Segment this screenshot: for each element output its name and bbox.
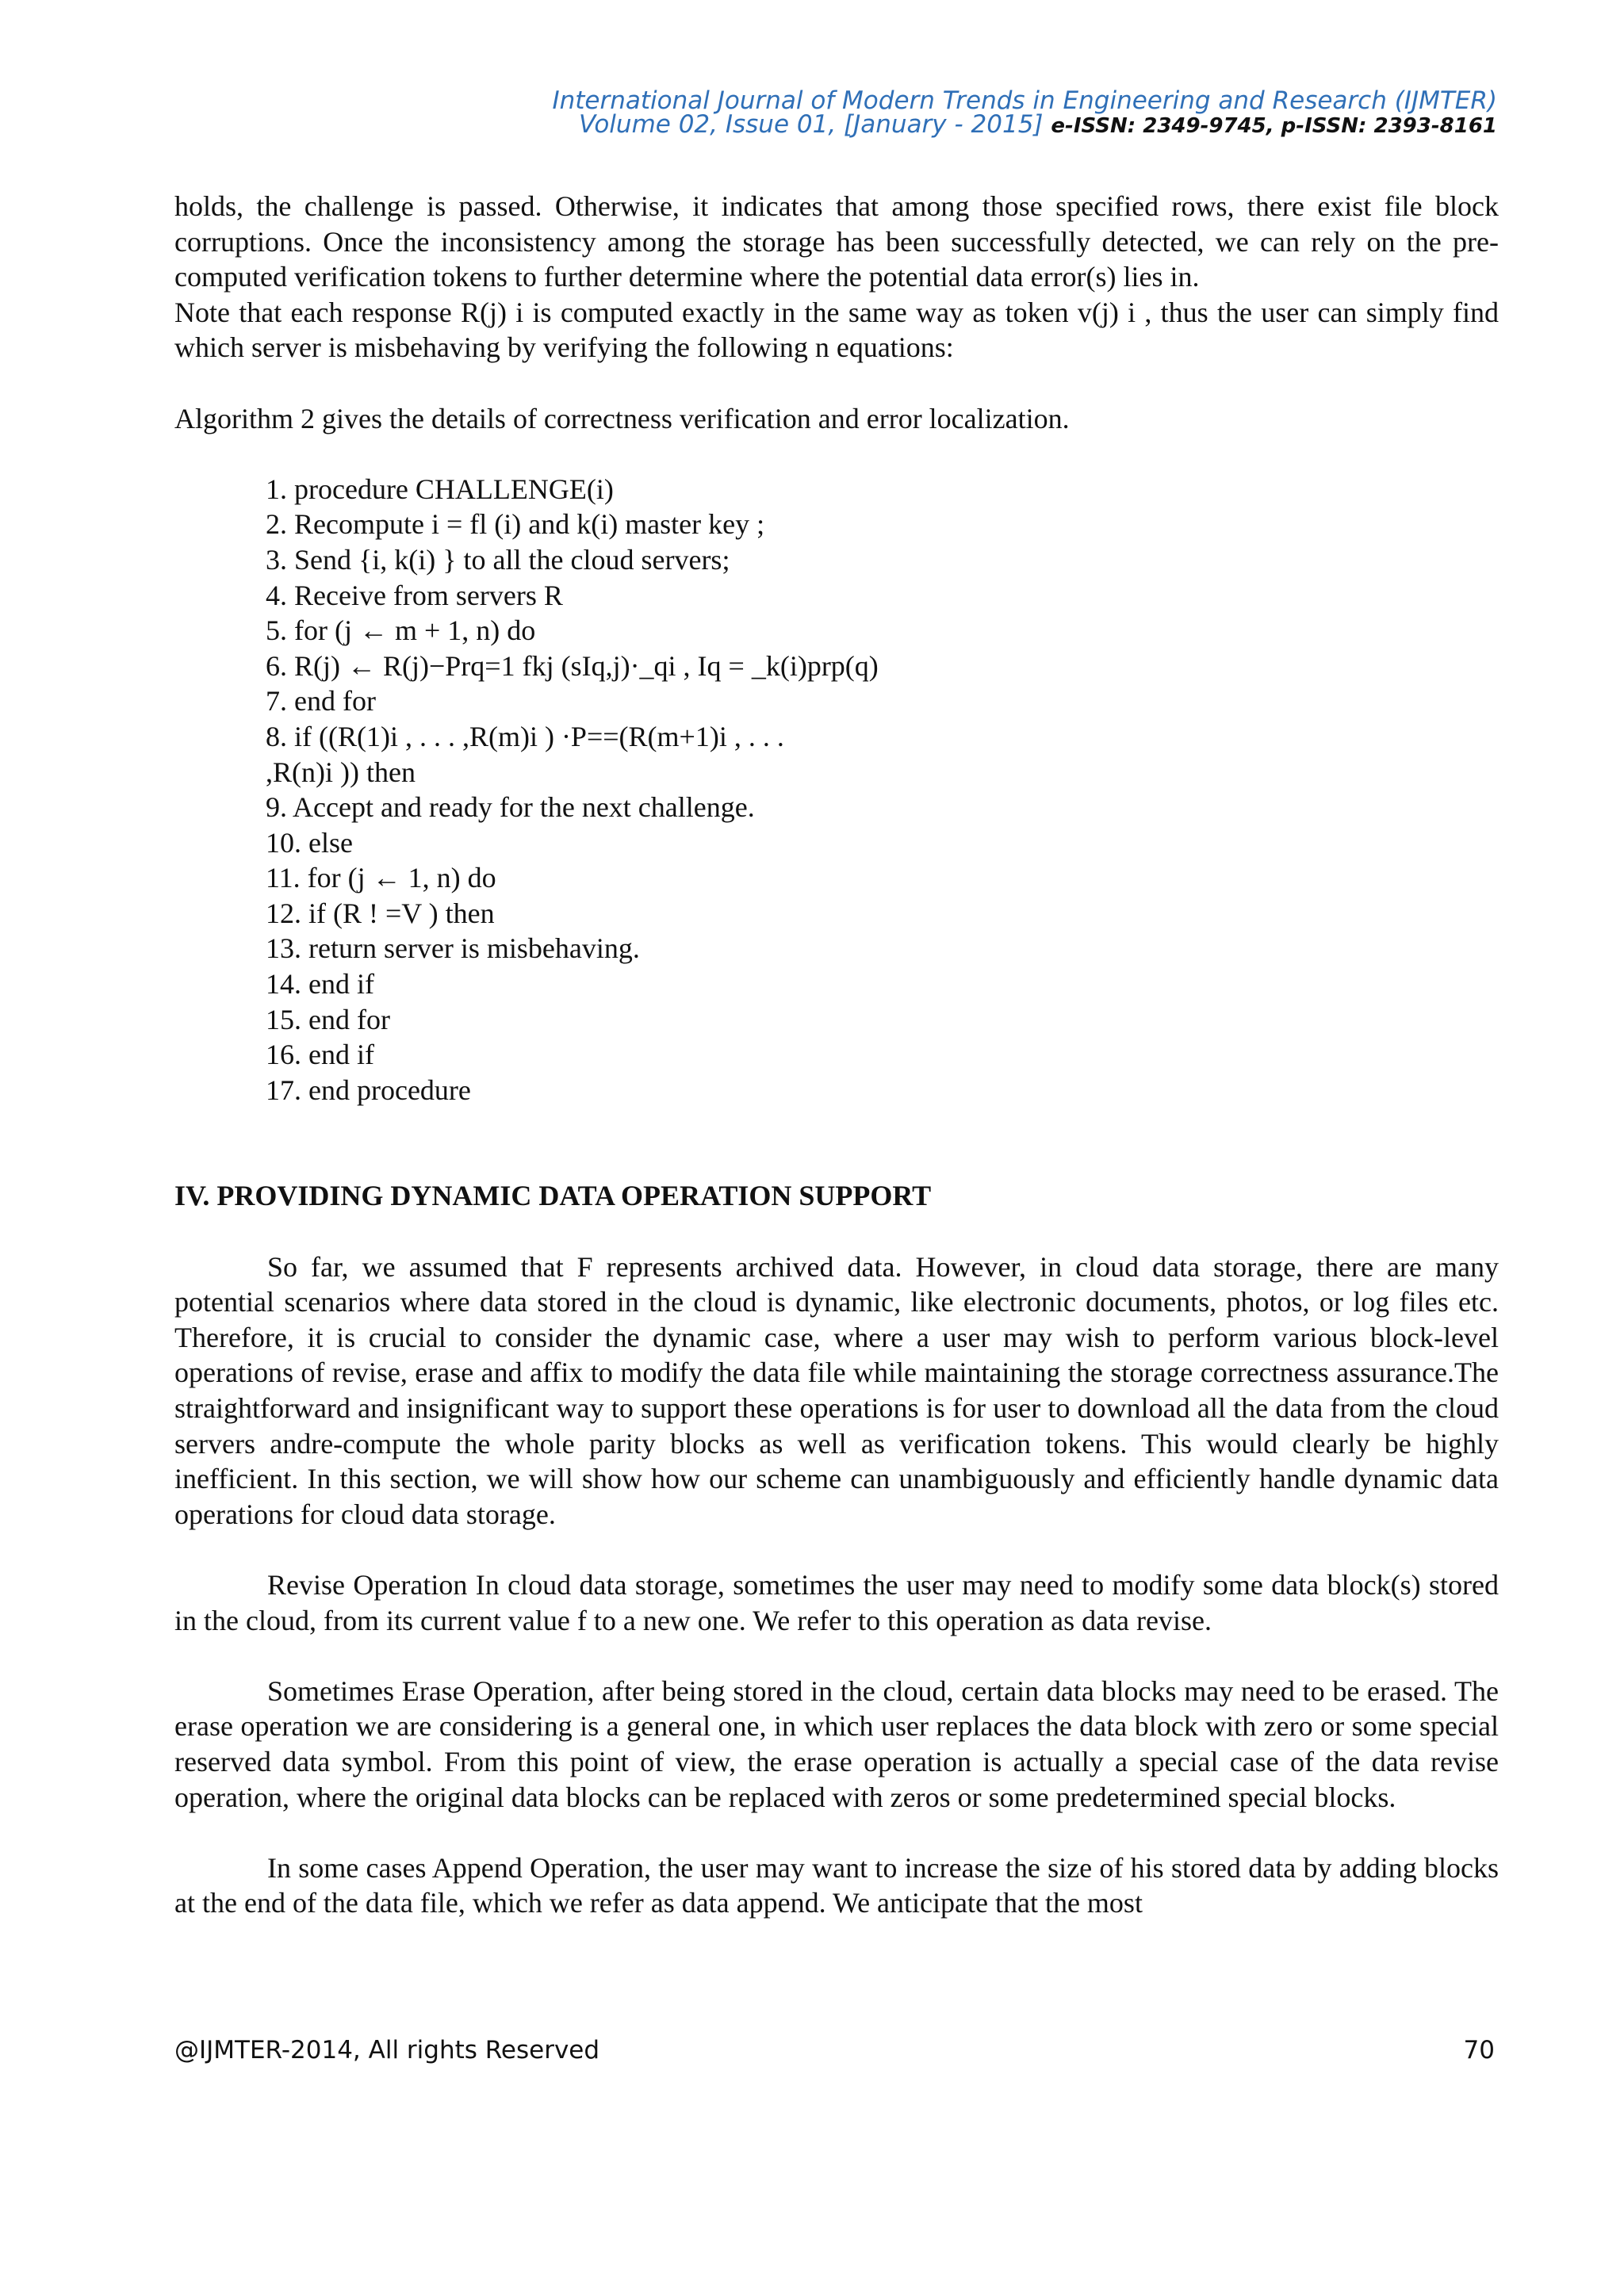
algorithm-line: 15. end for [266, 1003, 390, 1035]
paragraph-4: So far, we assumed that F represents archived data. However, in cloud data storage, there are many potential scenarios where data stored in the cloud is dynamic, like electronic documents, photos, or log files etc. Therefore, it is crucial to consider the dynamic case, where a user may wish to perform various block-level operations of revise, erase and affix to modify the data file while maintaining the storage correctness assurance.The straightforward and insignificant way to support these operations is for user to download all the data from the cloud servers andre-compute the whole parity blocks as well as verification tokens. This would clearly be highly inefficient. In this section, we will show how our scheme can unambiguously and efficiently handle dynamic data operations for cloud data storage. [174, 1250, 1499, 1530]
algorithm-line: 10. else [266, 826, 353, 859]
issn: e-ISSN: 2349-9745, p-ISSN: 2393-8161 [1051, 114, 1497, 138]
journal-title: International Journal of Modern Trends in Engineering and Research (IJMTER) [552, 86, 1497, 115]
algorithm-line: 17. end procedure [266, 1073, 471, 1106]
spacer [174, 436, 1499, 472]
algorithm-line: 2. Recompute i = fl (i) and k(i) master key ; [266, 508, 765, 541]
spacer [174, 365, 1499, 401]
algorithm-line: 12. if (R ! =V ) then [266, 897, 495, 929]
algorithm-line: 5. for (j ← m + 1, n) do [266, 614, 536, 647]
algorithm-listing [174, 472, 1499, 1108]
spacer [174, 1214, 1499, 1249]
section-heading: IV. PROVIDING DYNAMIC DATA OPERATION SUPPORT [174, 1180, 932, 1212]
paragraph-5: Revise Operation In cloud data storage, sometimes the user may need to modify some data block(s) stored in the cloud, from its current value f to a new one. We refer to this operation as data revise. [174, 1568, 1499, 1636]
spacer [174, 1815, 1499, 1850]
algorithm-line: 9. Accept and ready for the next challenge. [266, 791, 755, 824]
paragraph-6: Sometimes Erase Operation, after being stored in the cloud, certain data blocks may need to be erased. The erase operation we are considering is a general one, in which user replaces the data block with zero or some special reserved data symbol. From this point of view, the erase operation is actually a special case of the data revise operation, where the original data blocks can be replaced with zeros or some predetermined special blocks. [174, 1674, 1499, 1813]
paragraph-3: Algorithm 2 gives the details of correctness verification and error localization. [174, 402, 1070, 434]
copyright-notice: @IJMTER-2014, All rights Reserved [174, 2036, 600, 2064]
algorithm-line: 4. Receive from servers R [266, 579, 563, 611]
algorithm-line: 11. for (j ← 1, n) do [266, 862, 496, 894]
algorithm-line: 8. if ((R(1)i , . . . ,R(m)i ) ·P==(R(m+1)i , . . . [266, 720, 784, 752]
algorithm-line: 14. end if [266, 968, 374, 1001]
algorithm-line: 1. procedure CHALLENGE(i) [266, 473, 614, 505]
spacer [174, 1638, 1499, 1674]
algorithm-line: 3. Send {i, k(i) } to all the cloud servers; [266, 543, 730, 576]
volume-issue: Volume 02, Issue 01, [January - 2015] [578, 110, 1044, 139]
algorithm-line: 13. return server is misbehaving. [266, 932, 640, 965]
running-header [552, 86, 1497, 139]
paragraph-1: holds, the challenge is passed. Otherwise, it indicates that among those specified rows, there exist file block corruptions. Once the inconsistency among the storage has been successfully detected, we can rely on the pre-computed verification tokens to further determine where the potential data error(s) lies in. [174, 190, 1499, 293]
body-text [174, 189, 1499, 1921]
page-number: 70 [1463, 2036, 1495, 2064]
paragraph-7: In some cases Append Operation, the user may want to increase the size of his stored data by adding blocks at the end of the data file, which we refer as data append. We anticipate that the most [174, 1851, 1499, 1919]
algorithm-line: 6. R(j) ← R(j)−Prq=1 fkj (sIq,j)·_qi , Iq = _k(i)prp(q) [266, 649, 879, 682]
spacer [174, 1532, 1499, 1567]
spacer [174, 1108, 1499, 1178]
algorithm-line: 7. end for [266, 685, 376, 718]
algorithm-line: 16. end if [266, 1039, 374, 1071]
algorithm-line: ,R(n)i )) then [266, 756, 416, 788]
paragraph-2: Note that each response R(j) i is computed exactly in the same way as token v(j) i , thus the user can simply find which server is misbehaving by verifying the following n equations: [174, 296, 1499, 364]
volume-issue-line [552, 110, 1497, 139]
